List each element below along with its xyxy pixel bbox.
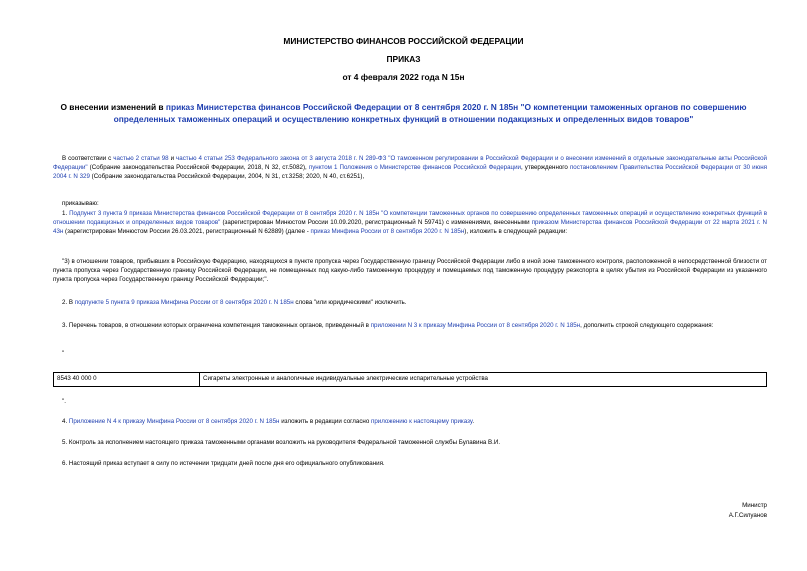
- item3-text-1: 3. Перечень товаров, в отношении которых ограничена компетенция таможенных органов, приведенный в: [62, 322, 371, 329]
- item3-text-2: , дополнить строкой следующего содержания:: [580, 322, 714, 329]
- ministry-heading: МИНИСТЕРСТВО ФИНАНСОВ РОССИЙСКОЙ ФЕДЕРАЦИИ: [283, 36, 524, 46]
- item1-link-2[interactable]: приказом Министерства финансов Российской Федерации от 22 марта 2021 г. N 43н: [53, 218, 767, 235]
- signature-name: А.Г.Силуанов: [728, 512, 767, 519]
- item4-text-1: 4.: [62, 418, 69, 425]
- title-link[interactable]: приказ Министерства финансов Российской Федерации от 8 сентября 2020 г. N 185н "О компетенции таможенных органов по совершению определенных таможенных операций и осуществлению конкретных функций в отношении подакцизных и определенных видов товаров": [113, 102, 747, 125]
- quote-1-paragraph: "3) в отношении товаров, прибывших в Российскую Федерацию, находящихся в пункте пропуска через Государственную границу Российской Федерации либо в иной зоне таможенного контроля, расположенной в непосредственной близости от пункта пропуска через Государственную границу Российской Федерации, не помещенных под какую-либо таможенную процедуру и помещаемых под таможенную процедуру реэкспорта в целях убытия из Российской Федерации из указанного пункта пропуска через Государственную границу Российской Федерации;".: [53, 258, 767, 283]
- goods-description-cell: Сигареты электронные и аналогичные индивидуальные электрические испарительные устройства: [200, 373, 767, 387]
- item4-text-2: изложить в редакции согласно: [279, 418, 371, 425]
- item2-link-1[interactable]: подпункте 5 пункта 9 приказа Минфина России от 8 сентября 2020 г. N 185н: [74, 299, 294, 306]
- preamble-link-1[interactable]: частью 2 статьи 98: [113, 155, 169, 162]
- goods-code-cell: 8543 40 000 0: [54, 373, 200, 387]
- preamble-link-4[interactable]: постановлением Правительства Российской Федерации от 30 июня 2004 г. N 329: [53, 163, 768, 180]
- item-6-paragraph: 6. Настоящий приказ вступает в силу по истечении тридцати дней после дня его официального опубликования.: [62, 460, 385, 467]
- item1-link-3[interactable]: приказ Минфина России от 8 сентября 2020 г. N 185н: [310, 227, 465, 235]
- item3-link-1[interactable]: приложении N 3 к приказу Минфина России от 8 сентября 2020 г. N 185н: [370, 322, 581, 329]
- preamble-text-5: (Собрание законодательства Российской Федерации, 2004, N 31, ст.3258; 2020, N 40, ст.6251),: [89, 172, 365, 180]
- item1-text-1: 1.: [62, 210, 70, 217]
- item4-link-1[interactable]: Приложение N 4 к приказу Минфина России от 8 сентября 2020 г. N 185н: [68, 418, 280, 425]
- title-prefix: О внесении изменений в: [60, 102, 166, 112]
- item4-text-3: .: [472, 418, 475, 425]
- document-title: [40, 101, 767, 125]
- item-2-paragraph: [53, 299, 767, 308]
- preamble-link-2[interactable]: частью 4 статьи 253 Федерального закона от 3 августа 2018 г. N 289-ФЗ "О таможенном регулировании в Российской Федерации и о внесении изменений в отдельные законодательные акты Российской Федерации": [53, 155, 767, 171]
- item1-link-1[interactable]: Подпункт 3 пункта 9 приказа Министерства финансов Российской Федерации от 8 сентября 2020 г. N 185н "О компетенции таможенных органов по совершению определенных таможенных операций и осуществлению конкретных функций в отношении подакцизных и определенных видов товаров": [53, 210, 767, 226]
- order-word: приказываю:: [62, 200, 99, 207]
- preamble-text-1: В соответствии с: [62, 155, 114, 162]
- quote-open-mark: ": [62, 350, 65, 357]
- item1-text-3: (зарегистрирован Минюстом России 26.03.2021, регистрационный N 62889) (далее -: [63, 227, 311, 235]
- preamble-text-2: и: [168, 155, 177, 162]
- goods-table: [53, 372, 767, 387]
- item4-link-2[interactable]: приложению к настоящему приказу: [371, 418, 473, 425]
- item2-text-1: 2. В: [62, 299, 75, 306]
- item2-text-2: слова "или юридическими" исключить.: [293, 299, 407, 306]
- item-3-paragraph: [53, 322, 767, 331]
- item1-text-2: (зарегистрирован Минюстом России 10.09.2020, регистрационный N 59741) с изменениями, внесенными: [220, 218, 532, 226]
- quote-close-mark: ".: [62, 398, 66, 405]
- item-1-paragraph: [53, 210, 767, 237]
- table-row: [54, 373, 767, 387]
- preamble-paragraph: [53, 155, 767, 182]
- preamble-text-3: (Собрание законодательства Российской Федерации, 2018, N 32, ст.5082),: [87, 163, 309, 171]
- doc-type-heading: ПРИКАЗ: [386, 54, 421, 64]
- item-4-paragraph: [53, 418, 767, 427]
- signature-position: Министр: [742, 502, 767, 509]
- date-number-heading: от 4 февраля 2022 года N 15н: [342, 72, 465, 82]
- preamble-link-3[interactable]: пунктом 1 Положения о Министерстве финансов Российской Федерации: [308, 163, 522, 171]
- item1-text-4: ), изложить в следующей редакции:: [464, 227, 568, 235]
- item-5-paragraph: 5. Контроль за исполнением настоящего приказа таможенными органами возложить на руководителя Федеральной таможенной службы Булавина В.И.: [62, 439, 501, 446]
- preamble-text-4: , утвержденного: [521, 163, 570, 171]
